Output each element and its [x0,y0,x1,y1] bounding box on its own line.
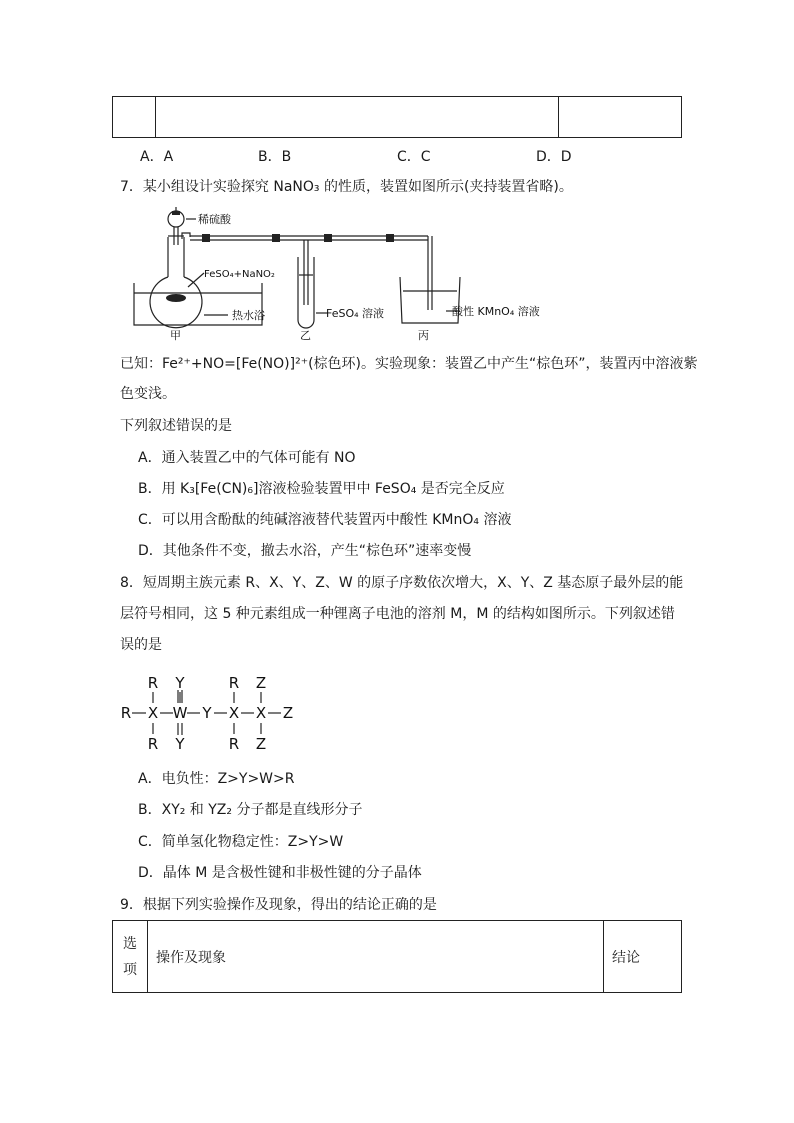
label-jia: 甲 [170,329,181,342]
q9-table [112,920,682,993]
q7-apparatus-diagram [128,205,558,345]
q8-stem-line1: 8．短周期主族元素 R、X、Y、Z、W 的原子序数依次增大，X、Y、Z 基态原子最外层的能 [120,575,684,591]
q7-option-d: D．其他条件不变，撤去水浴，产生“棕色环”速率变慢 [138,543,472,559]
q8-option-a: A．电负性：Z>Y>W>R [138,771,295,787]
q8-stem-line2: 层符号相同，这 5 种元素组成一种锂离子电池的溶剂 M，M 的结构如图所示。下列叙述错 [120,606,675,622]
q6-table [112,96,682,138]
q7-option-c: C．可以用含酚酞的纯碱溶液替代装置丙中酸性 KMnO₄ 溶液 [138,512,512,528]
q7-option-b: B．用 K₃[Fe(CN)₆]溶液检验装置甲中 FeSO₄ 是否完全反应 [138,481,505,497]
q9-header-operation-text: 操作及现象 [156,949,226,966]
beaker-label: 酸性 KMnO₄ 溶液 [452,305,540,318]
acid-label: 稀硫酸 [198,213,231,226]
q9-header-option-line2: 项 [123,961,137,978]
main-r: R [120,704,132,722]
q8-option-c: C．简单氢化物稳定性：Z>Y>W [138,834,344,850]
q9-header-operation [148,921,604,993]
main-x1: X [147,704,159,722]
bottom-y: Y [175,735,185,753]
main-x2: X [228,704,240,722]
tube-label: FeSO₄ 溶液 [326,307,385,320]
q7-ask: 下列叙述错误的是 [120,418,232,434]
top-r2: R [228,674,240,692]
bottom-r2: R [228,735,240,753]
bottom-z: Z [255,735,267,753]
main-x3: X [255,704,267,722]
q9-header-conclusion [604,921,682,993]
main-z: Z [282,704,294,722]
q9-header-option [113,921,148,993]
bath-label: 热水浴 [232,309,265,322]
label-yi: 乙 [300,329,311,342]
q8-option-d: D．晶体 M 是含极性键和非极性键的分子晶体 [138,865,422,881]
q7-option-a: A．通入装置乙中的气体可能有 NO [138,450,356,466]
q6-table-cell-option [113,97,156,138]
flask-label: FeSO₄+NaNO₂ [204,269,275,280]
main-y: Y [202,704,212,722]
label-bing: 丙 [418,329,429,342]
q7-known-line2: 色变浅。 [120,386,176,402]
q8-stem-line3: 误的是 [120,637,162,653]
q6-table-cell-conclusion [559,97,682,138]
top-z: Z [255,674,267,692]
q8-option-b: B．XY₂ 和 YZ₂ 分子都是直线形分子 [138,802,363,818]
q6-option-d: D．D [536,149,572,165]
q6-option-a: A．A [140,149,174,165]
q9-header-option-line1: 选 [123,935,137,952]
q6-table-cell-operation [156,97,559,138]
q9-header-conclusion-text: 结论 [612,949,640,966]
top-r1: R [147,674,159,692]
bottom-r1: R [147,735,159,753]
q7-known-line1: 已知：Fe²⁺+NO=[Fe(NO)]²⁺(棕色环)。实验现象：装置乙中产生“棕色环”，装置丙中溶液紫 [120,356,698,372]
q7-stem: 7．某小组设计实验探究 NaNO₃ 的性质，装置如图所示(夹持装置省略)。 [120,179,573,195]
main-w: W [172,704,188,722]
q9-stem: 9．根据下列实验操作及现象，得出的结论正确的是 [120,897,437,913]
q8-structure-diagram [116,672,306,754]
q6-option-b: B．B [258,149,292,165]
top-y: Y [175,674,185,692]
q6-option-c: C．C [397,149,431,165]
